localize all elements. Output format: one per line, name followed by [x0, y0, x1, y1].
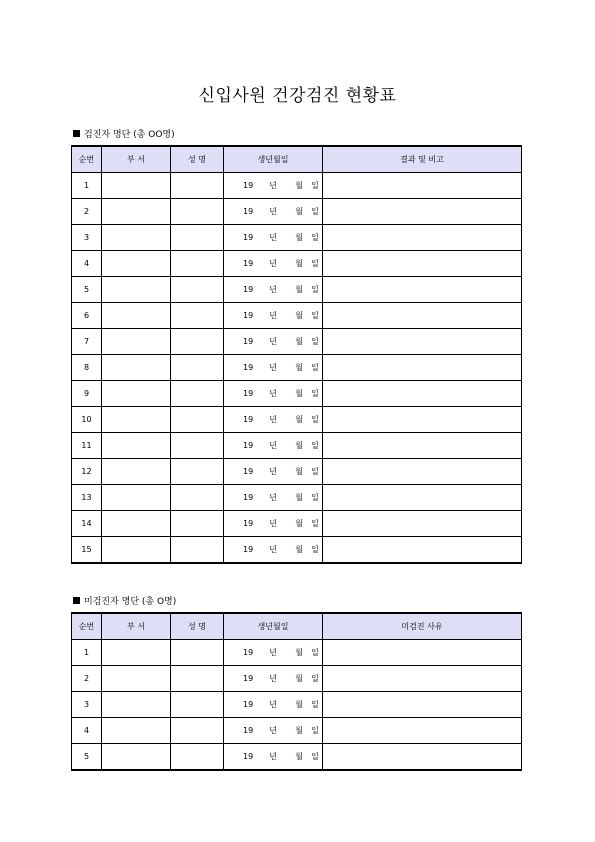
- year-unit: 년: [269, 467, 277, 476]
- month-unit: 월: [295, 311, 303, 320]
- year-unit: 년: [269, 726, 277, 735]
- row-number: 5: [72, 277, 102, 303]
- table-row: [72, 381, 522, 407]
- note-cell[interactable]: [323, 381, 522, 407]
- table-row: [72, 537, 522, 564]
- year-unit: 년: [269, 545, 277, 554]
- row-number: 14: [72, 511, 102, 537]
- table-header-row: [72, 613, 522, 640]
- month-unit: 월: [295, 415, 303, 424]
- col-header-name: 성 명: [171, 146, 224, 173]
- row-number: 6: [72, 303, 102, 329]
- name-cell[interactable]: [171, 433, 224, 459]
- table-row: [72, 692, 522, 718]
- note-cell[interactable]: [323, 485, 522, 511]
- section-heading-unexamined: [73, 596, 176, 608]
- note-cell[interactable]: [323, 355, 522, 381]
- col-header-birth: 생년월일: [224, 146, 323, 173]
- dept-cell[interactable]: [102, 666, 171, 692]
- section-heading-text: 검진자 명단 (총 OO명): [84, 130, 175, 140]
- table-row: [72, 666, 522, 692]
- day-unit: 일: [311, 648, 319, 657]
- row-number: 2: [72, 199, 102, 225]
- day-unit: 일: [311, 493, 319, 502]
- dept-cell[interactable]: [102, 537, 171, 564]
- year-unit: 년: [269, 337, 277, 346]
- birthdate-cell[interactable]: [224, 329, 323, 355]
- year-prefix: 19: [243, 389, 254, 398]
- year-prefix: 19: [243, 207, 254, 216]
- table-row: [72, 277, 522, 303]
- note-cell[interactable]: [323, 199, 522, 225]
- day-unit: 일: [311, 207, 319, 216]
- day-unit: 일: [311, 467, 319, 476]
- birthdate-cell[interactable]: [224, 459, 323, 485]
- note-cell[interactable]: [323, 511, 522, 537]
- table-row: [72, 718, 522, 744]
- day-unit: 일: [311, 752, 319, 761]
- square-bullet-icon: [73, 597, 80, 604]
- name-cell[interactable]: [171, 692, 224, 718]
- page-title: 신입사원 건강검진 현황표: [198, 86, 397, 106]
- year-prefix: 19: [243, 311, 254, 320]
- month-unit: 월: [295, 545, 303, 554]
- dept-cell[interactable]: [102, 511, 171, 537]
- table-row: [72, 640, 522, 666]
- col-header-dept: 부 서: [102, 146, 171, 173]
- year-unit: 년: [269, 441, 277, 450]
- month-unit: 월: [295, 467, 303, 476]
- day-unit: 일: [311, 311, 319, 320]
- month-unit: 월: [295, 233, 303, 242]
- name-cell[interactable]: [171, 225, 224, 251]
- col-header-no: 순번: [72, 146, 102, 173]
- year-prefix: 19: [243, 545, 254, 554]
- year-unit: 년: [269, 674, 277, 683]
- name-cell[interactable]: [171, 666, 224, 692]
- table-row: [72, 459, 522, 485]
- row-number: 3: [72, 225, 102, 251]
- note-cell[interactable]: [323, 459, 522, 485]
- month-unit: 월: [295, 493, 303, 502]
- birthdate-cell[interactable]: [224, 381, 323, 407]
- name-cell[interactable]: [171, 744, 224, 771]
- note-cell[interactable]: [323, 433, 522, 459]
- birthdate-cell[interactable]: [224, 303, 323, 329]
- name-cell[interactable]: [171, 329, 224, 355]
- unexamined-table: [71, 612, 522, 771]
- dept-cell[interactable]: [102, 199, 171, 225]
- table-row: [72, 225, 522, 251]
- row-number: 8: [72, 355, 102, 381]
- year-unit: 년: [269, 181, 277, 190]
- name-cell[interactable]: [171, 537, 224, 564]
- day-unit: 일: [311, 700, 319, 709]
- dept-cell[interactable]: [102, 692, 171, 718]
- dept-cell[interactable]: [102, 459, 171, 485]
- year-prefix: 19: [243, 726, 254, 735]
- day-unit: 일: [311, 233, 319, 242]
- note-cell[interactable]: [323, 640, 522, 666]
- month-unit: 월: [295, 441, 303, 450]
- year-prefix: 19: [243, 467, 254, 476]
- note-cell[interactable]: [323, 303, 522, 329]
- row-number: 12: [72, 459, 102, 485]
- month-unit: 월: [295, 700, 303, 709]
- col-header-birth: 생년월일: [224, 613, 323, 640]
- year-unit: 년: [269, 207, 277, 216]
- birthdate-cell[interactable]: [224, 173, 323, 199]
- table-row: [72, 433, 522, 459]
- row-number: 2: [72, 666, 102, 692]
- year-unit: 년: [269, 259, 277, 268]
- birthdate-cell[interactable]: [224, 277, 323, 303]
- year-prefix: 19: [243, 700, 254, 709]
- day-unit: 일: [311, 545, 319, 554]
- note-cell[interactable]: [323, 173, 522, 199]
- year-prefix: 19: [243, 259, 254, 268]
- birthdate-cell[interactable]: [224, 692, 323, 718]
- birthdate-cell[interactable]: [224, 433, 323, 459]
- dept-cell[interactable]: [102, 407, 171, 433]
- name-cell[interactable]: [171, 355, 224, 381]
- col-header-name: 성 명: [171, 613, 224, 640]
- dept-cell[interactable]: [102, 718, 171, 744]
- year-unit: 년: [269, 415, 277, 424]
- row-number: 15: [72, 537, 102, 564]
- table-row: [72, 251, 522, 277]
- row-number: 4: [72, 718, 102, 744]
- dept-cell[interactable]: [102, 381, 171, 407]
- row-number: 11: [72, 433, 102, 459]
- year-unit: 년: [269, 285, 277, 294]
- birthdate-cell[interactable]: [224, 666, 323, 692]
- row-number: 9: [72, 381, 102, 407]
- name-cell[interactable]: [171, 277, 224, 303]
- day-unit: 일: [311, 285, 319, 294]
- name-cell[interactable]: [171, 485, 224, 511]
- note-cell[interactable]: [323, 251, 522, 277]
- year-prefix: 19: [243, 181, 254, 190]
- note-cell[interactable]: [323, 666, 522, 692]
- year-prefix: 19: [243, 441, 254, 450]
- month-unit: 월: [295, 207, 303, 216]
- year-prefix: 19: [243, 752, 254, 761]
- birthdate-cell[interactable]: [224, 537, 323, 564]
- name-cell[interactable]: [171, 459, 224, 485]
- note-cell[interactable]: [323, 277, 522, 303]
- table-header-row: [72, 146, 522, 173]
- table-row: [72, 407, 522, 433]
- row-number: 4: [72, 251, 102, 277]
- month-unit: 월: [295, 285, 303, 294]
- day-unit: 일: [311, 181, 319, 190]
- square-bullet-icon: [73, 130, 80, 137]
- row-number: 1: [72, 173, 102, 199]
- year-prefix: 19: [243, 363, 254, 372]
- birthdate-cell[interactable]: [224, 251, 323, 277]
- note-cell[interactable]: [323, 537, 522, 564]
- day-unit: 일: [311, 389, 319, 398]
- dept-cell[interactable]: [102, 225, 171, 251]
- year-prefix: 19: [243, 337, 254, 346]
- name-cell[interactable]: [171, 303, 224, 329]
- day-unit: 일: [311, 415, 319, 424]
- name-cell[interactable]: [171, 640, 224, 666]
- year-unit: 년: [269, 493, 277, 502]
- name-cell[interactable]: [171, 173, 224, 199]
- month-unit: 월: [295, 674, 303, 683]
- birthdate-cell[interactable]: [224, 199, 323, 225]
- dept-cell[interactable]: [102, 277, 171, 303]
- dept-cell[interactable]: [102, 640, 171, 666]
- day-unit: 일: [311, 519, 319, 528]
- note-cell[interactable]: [323, 225, 522, 251]
- dept-cell[interactable]: [102, 485, 171, 511]
- day-unit: 일: [311, 363, 319, 372]
- section-heading-text: 미검진자 명단 (총 O명): [84, 597, 177, 607]
- month-unit: 월: [295, 337, 303, 346]
- birthdate-cell[interactable]: [224, 355, 323, 381]
- table-row: [72, 355, 522, 381]
- col-header-dept: 부 서: [102, 613, 171, 640]
- day-unit: 일: [311, 674, 319, 683]
- month-unit: 월: [295, 363, 303, 372]
- birthdate-cell[interactable]: [224, 718, 323, 744]
- col-header-note: 결과 및 비고: [323, 146, 522, 173]
- dept-cell[interactable]: [102, 251, 171, 277]
- birthdate-cell[interactable]: [224, 485, 323, 511]
- birthdate-cell[interactable]: [224, 225, 323, 251]
- table-row: [72, 511, 522, 537]
- year-unit: 년: [269, 389, 277, 398]
- name-cell[interactable]: [171, 381, 224, 407]
- year-unit: 년: [269, 311, 277, 320]
- year-prefix: 19: [243, 233, 254, 242]
- row-number: 10: [72, 407, 102, 433]
- row-number: 1: [72, 640, 102, 666]
- year-prefix: 19: [243, 674, 254, 683]
- dept-cell[interactable]: [102, 329, 171, 355]
- note-cell[interactable]: [323, 744, 522, 771]
- year-prefix: 19: [243, 415, 254, 424]
- year-unit: 년: [269, 700, 277, 709]
- year-unit: 년: [269, 752, 277, 761]
- name-cell[interactable]: [171, 718, 224, 744]
- table-row: [72, 199, 522, 225]
- year-prefix: 19: [243, 648, 254, 657]
- year-prefix: 19: [243, 519, 254, 528]
- month-unit: 월: [295, 389, 303, 398]
- row-number: 3: [72, 692, 102, 718]
- table-row: [72, 744, 522, 771]
- row-number: 5: [72, 744, 102, 771]
- note-cell[interactable]: [323, 692, 522, 718]
- dept-cell[interactable]: [102, 355, 171, 381]
- birthdate-cell[interactable]: [224, 640, 323, 666]
- month-unit: 월: [295, 181, 303, 190]
- month-unit: 월: [295, 726, 303, 735]
- month-unit: 월: [295, 259, 303, 268]
- day-unit: 일: [311, 726, 319, 735]
- year-unit: 년: [269, 363, 277, 372]
- month-unit: 월: [295, 519, 303, 528]
- dept-cell[interactable]: [102, 744, 171, 771]
- col-header-reason: 미검진 사유: [323, 613, 522, 640]
- examined-table: [71, 145, 522, 564]
- day-unit: 일: [311, 441, 319, 450]
- birthdate-cell[interactable]: [224, 407, 323, 433]
- col-header-no: 순번: [72, 613, 102, 640]
- day-unit: 일: [311, 337, 319, 346]
- day-unit: 일: [311, 259, 319, 268]
- year-unit: 년: [269, 233, 277, 242]
- dept-cell[interactable]: [102, 303, 171, 329]
- year-prefix: 19: [243, 285, 254, 294]
- row-number: 13: [72, 485, 102, 511]
- name-cell[interactable]: [171, 511, 224, 537]
- note-cell[interactable]: [323, 407, 522, 433]
- birthdate-cell[interactable]: [224, 744, 323, 771]
- name-cell[interactable]: [171, 251, 224, 277]
- note-cell[interactable]: [323, 329, 522, 355]
- year-unit: 년: [269, 519, 277, 528]
- section-heading-examined: [73, 129, 175, 141]
- name-cell[interactable]: [171, 199, 224, 225]
- table-row: [72, 303, 522, 329]
- table-row: [72, 173, 522, 199]
- year-unit: 년: [269, 648, 277, 657]
- month-unit: 월: [295, 752, 303, 761]
- table-row: [72, 485, 522, 511]
- row-number: 7: [72, 329, 102, 355]
- month-unit: 월: [295, 648, 303, 657]
- dept-cell[interactable]: [102, 173, 171, 199]
- name-cell[interactable]: [171, 407, 224, 433]
- year-prefix: 19: [243, 493, 254, 502]
- note-cell[interactable]: [323, 718, 522, 744]
- table-row: [72, 329, 522, 355]
- dept-cell[interactable]: [102, 433, 171, 459]
- birthdate-cell[interactable]: [224, 511, 323, 537]
